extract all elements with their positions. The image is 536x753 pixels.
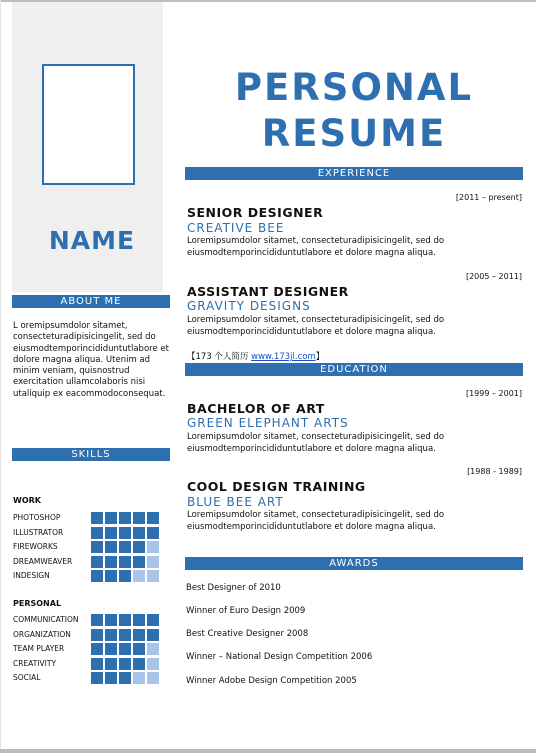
skill-cell-filled [147,614,159,626]
skill-cell-empty [147,643,159,655]
skill-cell-filled [105,658,117,670]
experience-title-2: ASSISTANT DESIGNER [187,284,349,299]
skill-cell-filled [147,512,159,524]
left-border [0,0,1,753]
skill-cell-filled [119,556,131,568]
education-school-1: GREEN ELEPHANT ARTS [187,416,349,430]
skill-row [13,527,171,539]
skill-row [13,512,171,524]
award-item: Winner Adobe Design Competition 2005 [186,676,357,686]
skill-name: DREAMWEAVER [13,556,73,566]
watermark-prefix: 【173 个人简历 [187,352,252,362]
skill-cell-filled [133,512,145,524]
skill-cell-filled [119,541,131,553]
skill-cell-filled [91,541,103,553]
education-desc-1 [187,432,487,455]
skill-name: FIREWORKS [13,542,58,551]
education-title-1: BACHELOR OF ART [187,401,325,416]
skill-name: ORGANIZATION [13,629,71,639]
skill-cell-empty [147,556,159,568]
experience-heading: EXPERIENCE [185,167,523,180]
skill-cell-filled [91,629,103,641]
skill-cell-filled [133,614,145,626]
skill-cell-empty [147,658,159,670]
skill-cell-empty [133,570,145,582]
desc-line: Loremipsumdolor sitamet, consecteturadipisicingelit, sed do [187,432,445,442]
skill-cell-filled [105,643,117,655]
experience-desc-2 [187,315,487,338]
skill-cell-filled [119,658,131,670]
photo-placeholder [42,64,135,185]
skill-name: PHOTOSHOP [13,513,61,522]
desc-line: Loremipsumdolor sitamet, consecteturadipisicingelit, sed do [187,315,445,325]
skill-cell-filled [105,672,117,684]
skill-cell-filled [105,629,117,641]
skill-name: COMMUNICATION [13,615,79,624]
skill-cell-filled [91,658,103,670]
skill-name: TEAM PLAYER [13,644,65,653]
skill-cell-filled [147,527,159,539]
skill-name: INDESIGN [13,571,50,580]
skill-cell-filled [119,614,131,626]
award-item: Best Creative Designer 2008 [186,629,309,639]
skill-name: CREATIVITY [13,658,57,668]
skill-cell-filled [133,629,145,641]
watermark-text [187,350,324,362]
desc-line: eiusmodtemporincididuntutlabore et dolore magna aliqua. [187,326,436,337]
award-item: Winner – National Design Competition 2006 [186,652,373,662]
award-item: Best Designer of 2010 [186,583,281,593]
resume-title-line2: RESUME [261,112,447,155]
skill-cell-filled [91,570,103,582]
skill-row [13,672,171,684]
skill-row [13,643,171,655]
education-desc-2 [187,510,487,533]
education-date-2: [1988 - 1989] [467,467,522,476]
skill-cell-filled [119,629,131,641]
education-title-2: COOL DESIGN TRAINING [187,479,366,494]
skill-cell-filled [119,643,131,655]
skill-cell-filled [119,672,131,684]
skill-cell-filled [91,512,103,524]
desc-line: eiusmodtemporincididuntutlabore et dolore magna aliqua. [187,247,436,258]
skill-name: SOCIAL [13,673,41,682]
skills-heading: SKILLS [12,448,170,461]
skill-cell-empty [133,672,145,684]
candidate-name: NAME [48,226,136,255]
experience-date-1: [2011 – present] [455,193,522,202]
skill-cell-filled [91,614,103,626]
resume-title-line1: PERSONAL [234,66,474,109]
education-date-1: [1999 – 2001] [465,389,522,398]
skill-row [13,658,171,670]
skill-row [13,629,171,641]
skill-cell-filled [133,527,145,539]
skill-cell-filled [133,643,145,655]
skill-cell-filled [105,556,117,568]
skill-row [13,556,171,568]
awards-heading: AWARDS [185,557,523,570]
skill-cell-filled [91,527,103,539]
skill-cell-empty [147,570,159,582]
skill-cell-filled [105,614,117,626]
experience-date-2: [2005 – 2011] [465,272,522,281]
skill-cell-filled [119,512,131,524]
about-text: L oremipsumdolor sitamet, consecteturadipisicingelit, sed do eiusmodtemporincididuntutlabore et dolore magna aliqua. Utenim ad minim veniam, quisnostrud exercitation ullamcolaboris nisi utaliquip ex eacommodoconsequat. [13,321,169,399]
desc-line: Loremipsumdolor sitamet, consecteturadipisicingelit, sed do [187,510,445,520]
skill-row [13,570,171,582]
skill-cell-filled [133,541,145,553]
about-heading: ABOUT ME [12,295,170,308]
skill-cell-filled [105,570,117,582]
skill-cell-filled [133,556,145,568]
skill-row [13,614,171,626]
skill-cell-empty [147,541,159,553]
skill-cell-filled [147,629,159,641]
skill-cell-filled [105,512,117,524]
skill-cell-filled [133,658,145,670]
skill-cell-filled [91,672,103,684]
skill-cell-filled [91,643,103,655]
skill-cell-filled [105,541,117,553]
desc-line: eiusmodtemporincididuntutlabore et dolore magna aliqua. [187,521,436,532]
bottom-border [0,749,536,753]
watermark-link[interactable]: www.173jl.com [251,352,316,362]
watermark-suffix: 】 [315,352,325,362]
education-heading: EDUCATION [185,363,523,376]
experience-desc-1 [187,236,487,259]
skills-group-work: WORK [13,496,41,505]
skill-name: ILLUSTRATOR [13,527,64,537]
experience-company-1: CREATIVE BEE [187,221,285,235]
skill-cell-filled [119,570,131,582]
skill-row [13,541,171,553]
skills-group-personal: PERSONAL [13,599,62,608]
experience-company-2: GRAVITY DESIGNS [187,299,311,313]
desc-line: eiusmodtemporincididuntutlabore et dolore magna aliqua. [187,443,436,454]
skill-cell-filled [91,556,103,568]
education-school-2: BLUE BEE ART [187,495,284,509]
desc-line: Loremipsumdolor sitamet, consecteturadipisicingelit, sed do [187,236,445,246]
skill-cell-filled [119,527,131,539]
experience-title-1: SENIOR DESIGNER [187,205,324,220]
skill-cell-filled [105,527,117,539]
award-item: Winner of Euro Design 2009 [186,606,306,616]
skill-cell-empty [147,672,159,684]
